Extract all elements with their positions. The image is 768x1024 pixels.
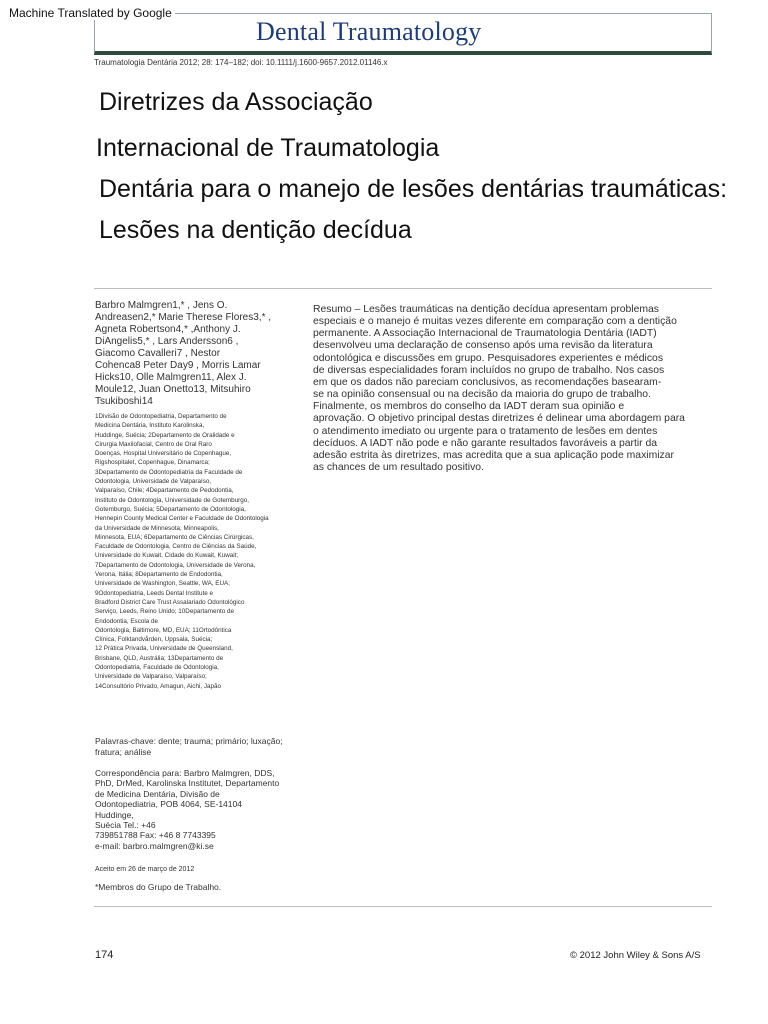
- author-line: Giacomo Cavalleri7 , Nestor: [95, 348, 221, 359]
- keyword-line: Palavras-chave: dente; trauma; primário; luxação;: [95, 736, 283, 746]
- abstract-line: adesão estrita às diretrizes, mas acredita que a sua aplicação pode maximizar: [313, 449, 674, 461]
- author-line: Barbro Malmgren1,* , Jens O.: [95, 300, 228, 311]
- correspondence-line: Suécia Tel.: +46: [95, 820, 156, 831]
- abstract-line: aprovação. O objetivo principal destas diretrizes é delinear uma abordagem para: [313, 413, 685, 425]
- affiliation-line: Valparaíso, Chile; 4Departamento de Pedodontia,: [95, 487, 234, 495]
- affiliation-line: Hennepin County Medical Center e Faculdade de Odontologia: [95, 515, 269, 523]
- affiliation-line: Huddinge, Suécia; 2Departamento de Oralidade e: [95, 431, 235, 439]
- keywords: [95, 736, 295, 758]
- abstract-line: odontológica e discussões em grupo. Pesquisadores experientes e médicos: [313, 352, 664, 364]
- author-line: Andreasen2,* Marie Therese Flores3,* ,: [95, 312, 272, 323]
- affiliation-line: Rigshospitalet, Copenhague, Dinamarca;: [95, 459, 210, 467]
- affiliation-line: Clínica, Folktandvården, Uppsala, Suécia;: [95, 636, 213, 644]
- affiliation-line: Brisbane, QLD, Austrália; 13Departamento de: [95, 654, 224, 662]
- copyright: © 2012 John Wiley & Sons A/S: [570, 950, 701, 961]
- affiliation-line: Serviço, Leeds, Reino Unido; 10Departamento de: [95, 608, 234, 616]
- abstract-line: as chances de um resultado positivo.: [313, 462, 484, 474]
- affiliation-line: Universidade de Valparaíso, Valparaíso;: [95, 673, 207, 681]
- author-line: Cohenca8 Peter Day9 , Morris Lamar: [95, 360, 261, 371]
- correspondence-line: Correspondência para: Barbro Malmgren, DDS,: [95, 768, 275, 778]
- affiliation-line: Doenças, Hospital Universitário de Copenhague,: [95, 450, 232, 458]
- abstract-line: Resumo – Lesões traumáticas na dentição decídua apresentam problemas: [313, 304, 659, 315]
- journal-name: Dental Traumatology: [256, 17, 482, 46]
- keyword-line: fratura; análise: [95, 747, 152, 757]
- correspondence-line: e-mail: barbro.malmgren@ki.se: [95, 840, 214, 851]
- members-note: *Membros do Grupo de Trabalho.: [95, 882, 222, 892]
- abstract-line: desenvolveu uma declaração de consenso após uma revisão da literatura: [313, 340, 653, 352]
- affiliation-line: Medicina Dentária, Instituto Karolinska,: [95, 422, 205, 430]
- abstract-line: especiais e o manejo é muitas vezes diferente em comparação com a dentição: [313, 316, 677, 328]
- affiliation-line: 3Departamento de Odontopediatria da Faculdade de: [95, 468, 243, 476]
- title-divider: [94, 288, 712, 289]
- footer-divider: [94, 906, 712, 907]
- affiliation-line: da Universidade de Minnesota, Minneapolis,: [95, 524, 219, 532]
- abstract: [313, 304, 717, 474]
- correspondence-line: Odontopediatria, POB 4064, SE-14104: [95, 799, 242, 810]
- abstract-line: permanente. A Associação Internacional de Traumatologia Dentária (IADT): [313, 328, 657, 340]
- correspondence-line: 739851788 Fax: +46 8 7743395: [95, 830, 216, 841]
- title-line-2: Internacional de Traumatologia: [96, 134, 440, 162]
- affiliation-line: Odontopediatria, Faculdade de Odontologia,: [95, 664, 219, 672]
- affiliation-line: Minnesota, EUA; 6Departamento de Ciências Cirúrgicas,: [95, 533, 254, 541]
- author-column: [95, 300, 295, 691]
- author-line: Agneta Robertson4,* ,Anthony J.: [95, 324, 241, 335]
- affiliation-line: Endodontia, Escola de: [95, 617, 159, 625]
- citation-line: Traumatologia Dentária 2012; 28: 174–182; doi: 10.1111/j.1600-9657.2012.01146.x: [94, 58, 388, 67]
- affiliation-line: Bradford District Care Trust Assalariado Odontológico: [95, 598, 245, 606]
- affiliations: [95, 412, 295, 691]
- correspondence-line: de Medicina Dentária, Divisão de: [95, 788, 220, 799]
- correspondence-line: PhD, DrMed, Karolinska Institutet, Departamento: [95, 778, 280, 789]
- affiliation-line: Cirurgia Maxilofacial, Centro de Oral Raro: [95, 440, 212, 448]
- page-number: 174: [95, 949, 114, 961]
- abstract-line: se na opinião consensual ou na decisão da maioria do grupo de trabalho.: [313, 389, 651, 401]
- abstract-line: de diversas especialidades foram incluídos no grupo de trabalho. Nos casos: [313, 364, 665, 376]
- author-list: [95, 300, 295, 408]
- correspondence-line: Huddinge,: [95, 809, 134, 820]
- abstract-line: decíduos. A IADT não pode e não garante resultados favoráveis a partir da: [313, 437, 658, 449]
- affiliation-line: Odontologia, Universidade de Valparaíso,: [95, 478, 212, 486]
- author-line: Tsukiboshi14: [95, 396, 153, 407]
- affiliation-line: Odontologia, Baltimore, MD, EUA; 11Ortodôntica: [95, 626, 232, 634]
- machine-translation-banner: Machine Translated by Google: [6, 6, 175, 20]
- affiliation-line: Universidade do Kuwait, Cidade do Kuwait, Kuwait;: [95, 552, 239, 560]
- affiliation-line: Faculdade de Odontologia, Centro de Ciências da Saúde,: [95, 543, 257, 551]
- title-line-3: Dentária para o manejo de lesões dentárias traumáticas:: [99, 175, 728, 203]
- affiliation-line: 7Departamento de Odontologia, Universidade de Verona,: [95, 561, 256, 569]
- abstract-line: Finalmente, os membros do conselho da IADT deram sua opinião e: [313, 401, 625, 413]
- affiliation-line: 14Consultório Privado, Amagun, Aichi, Japão: [95, 682, 222, 690]
- affiliation-line: Instituto de Odontologia, Universidade de Gotemburgo,: [95, 496, 250, 504]
- title-line-4: Lesões na dentição decídua: [99, 216, 412, 244]
- abstract-line: em que os dados não pareciam conclusivos, as recomendações basearam-: [313, 376, 662, 388]
- affiliation-line: 12 Prática Privada, Universidade de Queensland,: [95, 645, 233, 653]
- affiliation-line: Gotemburgo, Suécia; 5Departamento de Odontologia,: [95, 505, 246, 513]
- affiliation-line: Universidade de Washington, Seattle, WA, EUA;: [95, 580, 230, 588]
- title-line-1: Diretrizes da Associação: [99, 88, 373, 116]
- correspondence: [95, 768, 295, 851]
- author-line: DiAngelis5,* , Lars Andersson6 ,: [95, 336, 239, 347]
- author-line: Hicks10, Olle Malmgren11, Alex J.: [95, 372, 247, 383]
- abstract-line: o atendimento imediato ou urgente para o tratamento de lesões em dentes: [313, 425, 658, 437]
- affiliation-line: 9Odontopediatria, Leeds Dental Institute e: [95, 589, 213, 597]
- accepted-date: Aceito em 26 de março de 2012: [95, 866, 195, 873]
- affiliation-line: Verona, Itália; 8Departamento de Endodontia,: [95, 571, 223, 579]
- affiliation-line: 1Divisão de Odontopediatria, Departamento de: [95, 413, 227, 420]
- author-line: Moule12, Juan Onetto13, Mitsuhiro: [95, 384, 251, 395]
